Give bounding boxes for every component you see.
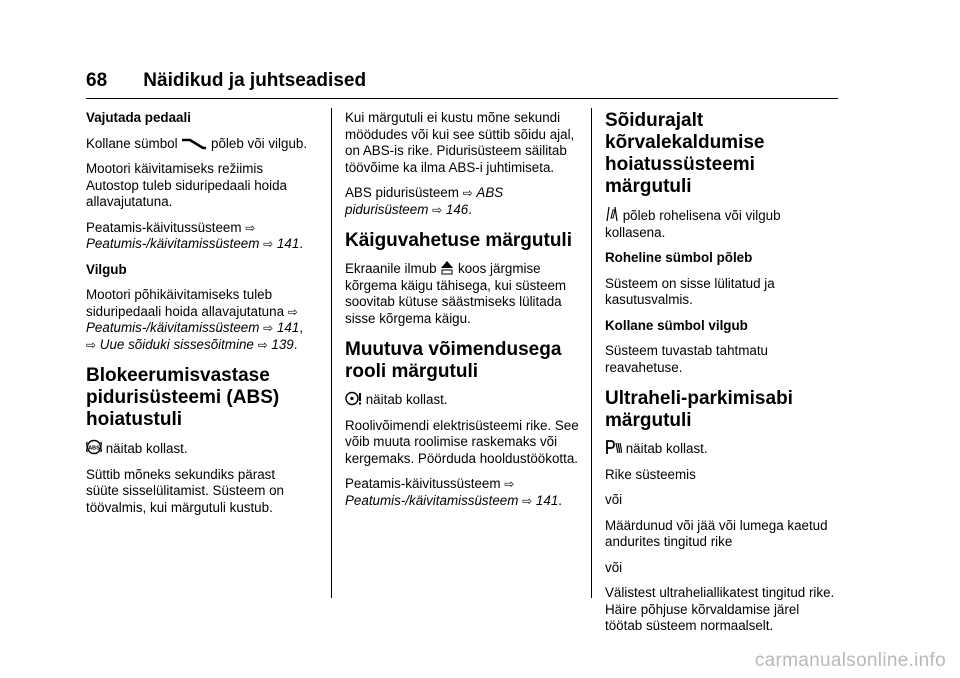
paragraph: põleb rohelisena või vilgub kollasena. (605, 208, 781, 240)
column-divider (331, 108, 332, 598)
section-title: Näidikud ja juhtseadised (143, 70, 367, 91)
paragraph: Kui märgutuli ei kustu mõne sekundi möödudes või kui see süttib sõidu ajal, on ABS-is rike. Pidurisüsteem säilitab töövõime ka ilma ABS-i juhtimiseta. (345, 110, 575, 175)
svg-text:ABS: ABS (88, 445, 100, 452)
reference-arrow-icon: ⇨ (245, 220, 256, 235)
reference-arrow-icon: ⇨ (263, 321, 274, 335)
paragraph: Süsteem on sisse lülitatud ja kasutusvalmis. (605, 275, 775, 307)
subheading: Vajutada pedaali (86, 110, 191, 125)
paragraph: või (605, 492, 623, 507)
clutch-pedal-icon (181, 138, 207, 150)
paragraph: Peatamis-käivitussüsteem ⇨ Peatumis-/käivitamissüsteem ⇨ 141. (86, 219, 303, 251)
reference-link[interactable]: Peatumis-/käivitamissüsteem ⇨ 141 (345, 492, 559, 508)
paragraph: Peatamis-käivitussüsteem ⇨ Peatumis-/käivitamissüsteem ⇨ 141. (345, 476, 562, 508)
page-header (86, 70, 366, 92)
reference-link[interactable]: Peatumis-/käivitamissüsteem ⇨ 141 (86, 236, 300, 251)
paragraph: Roolivõimendi elektrisüsteemi rike. See võib muuta roolimise raskemaks või kergemaks. Pöörduda hooldustöökotta. (345, 417, 579, 466)
reference-arrow-icon: ⇨ (257, 337, 268, 352)
parking-assist-icon (605, 440, 622, 455)
reference-arrow-icon: ⇨ (462, 186, 473, 200)
paragraph: Rike süsteemis (605, 466, 696, 482)
paragraph: Mootori käivitamiseks režiimis Autostop tuleb siduripedaali hoida allavajutatuna. (86, 161, 288, 209)
paragraph: Kollane sümbol põleb või vilgub. (86, 135, 308, 151)
column-divider (591, 108, 592, 598)
reference-arrow-icon: ⇨ (263, 237, 274, 251)
reference-link[interactable]: ABS pidurisüsteem ⇨ 146 (345, 185, 504, 217)
section-heading: Muutuva võimendusega rooli märgutuli (345, 339, 562, 382)
reference-arrow-icon: ⇨ (522, 493, 533, 508)
paragraph: Süttib mõneks sekundiks pärast süüte sisselülitamist. Süsteem on töövalmis, kui märgutuli kustub. (86, 466, 284, 515)
reference-arrow-icon: ⇨ (504, 477, 515, 491)
column-3 (605, 110, 840, 644)
watermark: carmanualsonline.info (754, 650, 946, 671)
steering-warning-icon (345, 391, 362, 406)
paragraph: Määrdunud või jää või lumega kaetud andurites tingitud rike (605, 517, 828, 549)
paragraph: Süsteem tuvastab tahtmatu reavahetuse. (605, 343, 769, 375)
paragraph: või (605, 559, 623, 575)
paragraph: Ekraanile ilmub koos järgmise kõrgema käigu tähisega, kui süsteem soovitab kütuse säästmiseks lülitada sisse kõrgema käigu. (345, 261, 567, 326)
paragraph: näitab kollast. (345, 391, 580, 409)
reference-link[interactable]: ⇨ Uue sõiduki sissesõitmine ⇨ 139 (86, 336, 294, 352)
abs-icon (86, 439, 102, 455)
reference-arrow-icon: ⇨ (287, 304, 298, 319)
section-heading: Ultraheli-parkimisabi märgutuli (605, 388, 793, 431)
paragraph: ABS näitab kollast. (86, 439, 311, 458)
paragraph: Mootori põhikäivitamiseks tuleb siduripedaali hoida allavajutatuna ⇨ Peatumis-/käivitamissüsteem ⇨ 141, ⇨ Uue sõiduki sissesõitmine ⇨ 139. (86, 287, 303, 352)
subheading: Roheline sümbol põleb (605, 250, 753, 265)
paragraph: näitab kollast. (605, 440, 840, 458)
column-2 (345, 110, 580, 518)
reference-link[interactable]: Peatumis-/käivitamissüsteem ⇨ 141 (86, 320, 300, 335)
lane-departure-icon (605, 206, 619, 222)
subheading: Vilgub (86, 261, 127, 277)
paragraph: ABS pidurisüsteem ⇨ ABS pidurisüsteem ⇨ 146. (345, 185, 504, 217)
section-heading: Sõidurajalt kõrvalekaldumise hoiatussüsteemi märgutuli (605, 110, 765, 197)
header-rule (86, 98, 838, 99)
subheading: Kollane sümbol vilgub (605, 317, 748, 333)
page-number: 68 (86, 70, 108, 91)
column-1 (86, 110, 311, 525)
section-heading: Käiguvahetuse märgutuli (345, 230, 572, 251)
reference-arrow-icon: ⇨ (86, 337, 97, 352)
section-heading: Blokeerumisvastase pidurisüsteemi (ABS) hoiatustuli (86, 365, 280, 430)
paragraph: Välistest ultraheliallikatest tingitud rike. Häire põhjuse kõrvaldamise järel töötab süsteem normaalselt. (605, 585, 835, 633)
gear-shift-up-icon (440, 260, 454, 275)
reference-arrow-icon: ⇨ (432, 202, 443, 217)
